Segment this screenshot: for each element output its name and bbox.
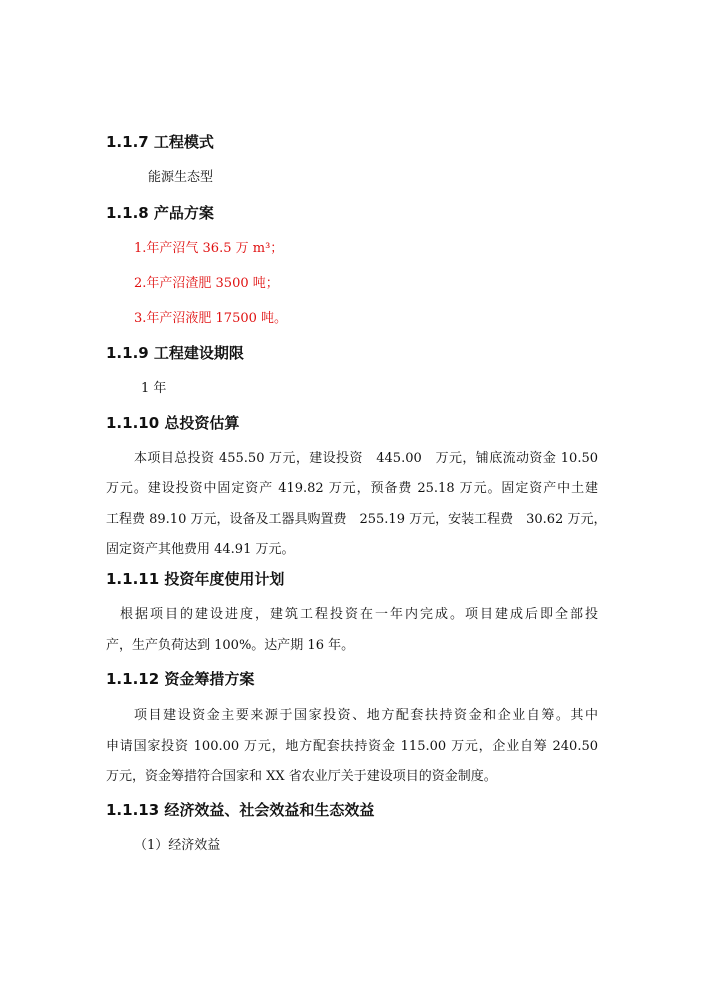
construction-period-text: 1 年	[141, 381, 167, 396]
product-item-residue-fertilizer: 2.年产沼渣肥 3500 吨；	[134, 276, 279, 291]
heading-funding-plan: 1.1.12 资金筹措方案	[106, 670, 255, 688]
annual-plan-paragraph-line: 产，生产负荷达到 100%。达产期 16 年。	[106, 638, 355, 653]
funding-paragraph-line: 项目建设资金主要来源于国家投资、地方配套扶持资金和企业自筹。其中	[134, 708, 598, 723]
engineering-mode-text: 能源生态型	[148, 170, 214, 185]
product-item-liquid-fertilizer: 3.年产沼液肥 17500 吨。	[134, 311, 288, 326]
annual-plan-paragraph-line: 根据项目的建设进度，建筑工程投资在一年内完成。项目建成后即全部投	[120, 607, 598, 622]
investment-paragraph-line: 本项目总投资 455.50 万元，建设投资 445.00 万元，铺底流动资金 10.50	[134, 451, 598, 466]
heading-engineering-mode: 1.1.7 工程模式	[106, 133, 214, 151]
product-item-biogas: 1.年产沼气 36.5 万 m³；	[134, 241, 284, 256]
heading-product-plan: 1.1.8 产品方案	[106, 204, 214, 222]
heading-benefits: 1.1.13 经济效益、社会效益和生态效益	[106, 801, 375, 819]
investment-paragraph-line: 固定资产其他费用 44.91 万元。	[106, 542, 295, 557]
funding-paragraph-line: 万元，资金筹措符合国家和 XX 省农业厅关于建设项目的资金制度。	[106, 769, 497, 784]
heading-annual-investment-plan: 1.1.11 投资年度使用计划	[106, 570, 285, 588]
investment-paragraph-line: 万元。建设投资中固定资产 419.82 万元，预备费 25.18 万元。固定资产中土建	[106, 481, 598, 496]
heading-investment-estimate: 1.1.10 总投资估算	[106, 414, 240, 432]
investment-paragraph-line: 工程费 89.10 万元，设备及工器具购置费 255.19 万元，安装工程费 30.62 万元，	[106, 512, 607, 527]
heading-construction-period: 1.1.9 工程建设期限	[106, 344, 244, 362]
economic-benefit-subheading: （1）经济效益	[134, 838, 221, 853]
funding-paragraph-line: 申请国家投资 100.00 万元，地方配套扶持资金 115.00 万元，企业自筹 240.50	[106, 739, 598, 754]
